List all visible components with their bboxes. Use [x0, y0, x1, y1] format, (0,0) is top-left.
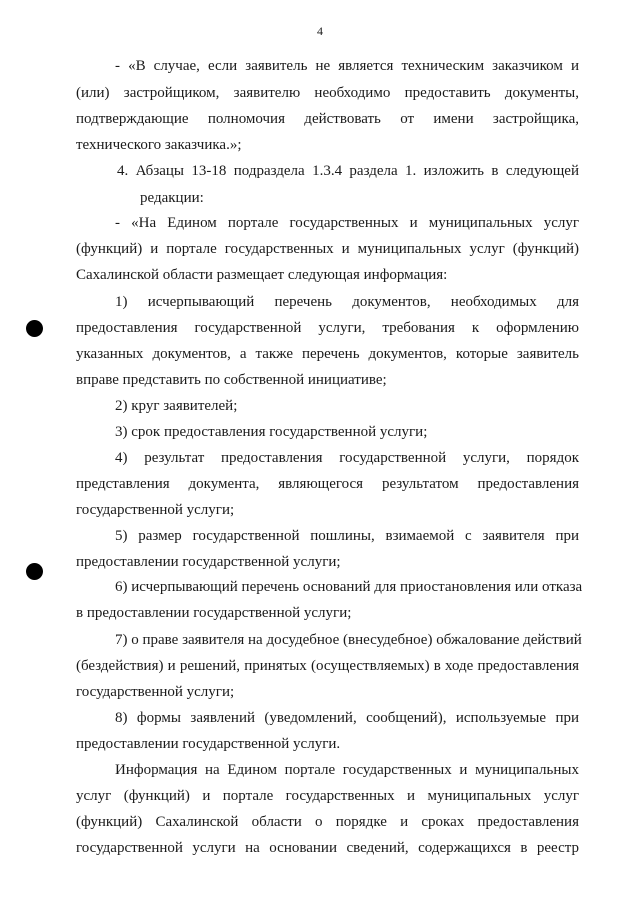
text-line: технического заказчика.»; [76, 137, 242, 153]
text-line: предоставлении государственной услуги. [76, 736, 341, 752]
text-line: 4. Абзацы 13-18 подраздела 1.3.4 раздела 1. изложить в следующей [117, 163, 579, 179]
text-line: - «В случае, если заявитель не является техническим заказчиком и [115, 58, 579, 74]
text-line: (функций) и портале государственных и муниципальных услуг (функций) [76, 241, 579, 257]
text-line: государственной услуги; [76, 502, 235, 518]
text-line: 6) исчерпывающий перечень оснований для приостановления или отказа [115, 579, 583, 595]
text-line: 4) результат предоставления государственной услуги, порядок [115, 450, 579, 466]
text-line: 2) круг заявителей; [115, 398, 238, 414]
text-line: 1) исчерпывающий перечень документов, необходимых для [115, 294, 579, 310]
text-line: (или) застройщиком, заявителю необходимо предоставить документы, [76, 85, 579, 101]
text-line: (функций) Сахалинской области о порядке и сроках предоставления [76, 814, 579, 830]
text-line: редакции: [140, 190, 204, 206]
text-line: в предоставлении государственной услуги; [76, 605, 352, 621]
text-line: указанных документов, а также перечень документов, которые заявитель [76, 346, 579, 362]
text-line: представления документа, являющегося результатом предоставления [76, 476, 579, 492]
punch-hole-top [26, 320, 43, 337]
text-line: 5) размер государственной пошлины, взимаемой с заявителя при [115, 528, 579, 544]
text-line: (бездействия) и решений, принятых (осуществляемых) в ходе предоставления [76, 658, 579, 674]
text-line: предоставлении государственной услуги; [76, 554, 341, 570]
text-line: Сахалинской области размещает следующая информация: [76, 267, 448, 283]
text-line: вправе представить по собственной инициативе; [76, 372, 387, 388]
text-line: государственной услуги на основании сведений, содержащихся в реестр [76, 840, 579, 856]
text-line: - «На Едином портале государственных и муниципальных услуг [115, 215, 579, 231]
page-number: 4 [317, 24, 323, 38]
text-line: 8) формы заявлений (уведомлений, сообщений), используемые при [115, 710, 579, 726]
text-line: Информация на Едином портале государственных и муниципальных [115, 762, 579, 778]
punch-hole-bottom [26, 563, 43, 580]
text-line: услуг (функций) и портале государственных и муниципальных услуг [76, 788, 579, 804]
text-line: государственной услуги; [76, 684, 235, 700]
text-line: подтверждающие полномочия действовать от имени застройщика, [76, 111, 579, 127]
text-line: предоставления государственной услуги, требования к оформлению [76, 320, 579, 336]
text-line: 3) срок предоставления государственной услуги; [115, 424, 428, 440]
text-line: 7) о праве заявителя на досудебное (внесудебное) обжалование действий [115, 632, 582, 648]
